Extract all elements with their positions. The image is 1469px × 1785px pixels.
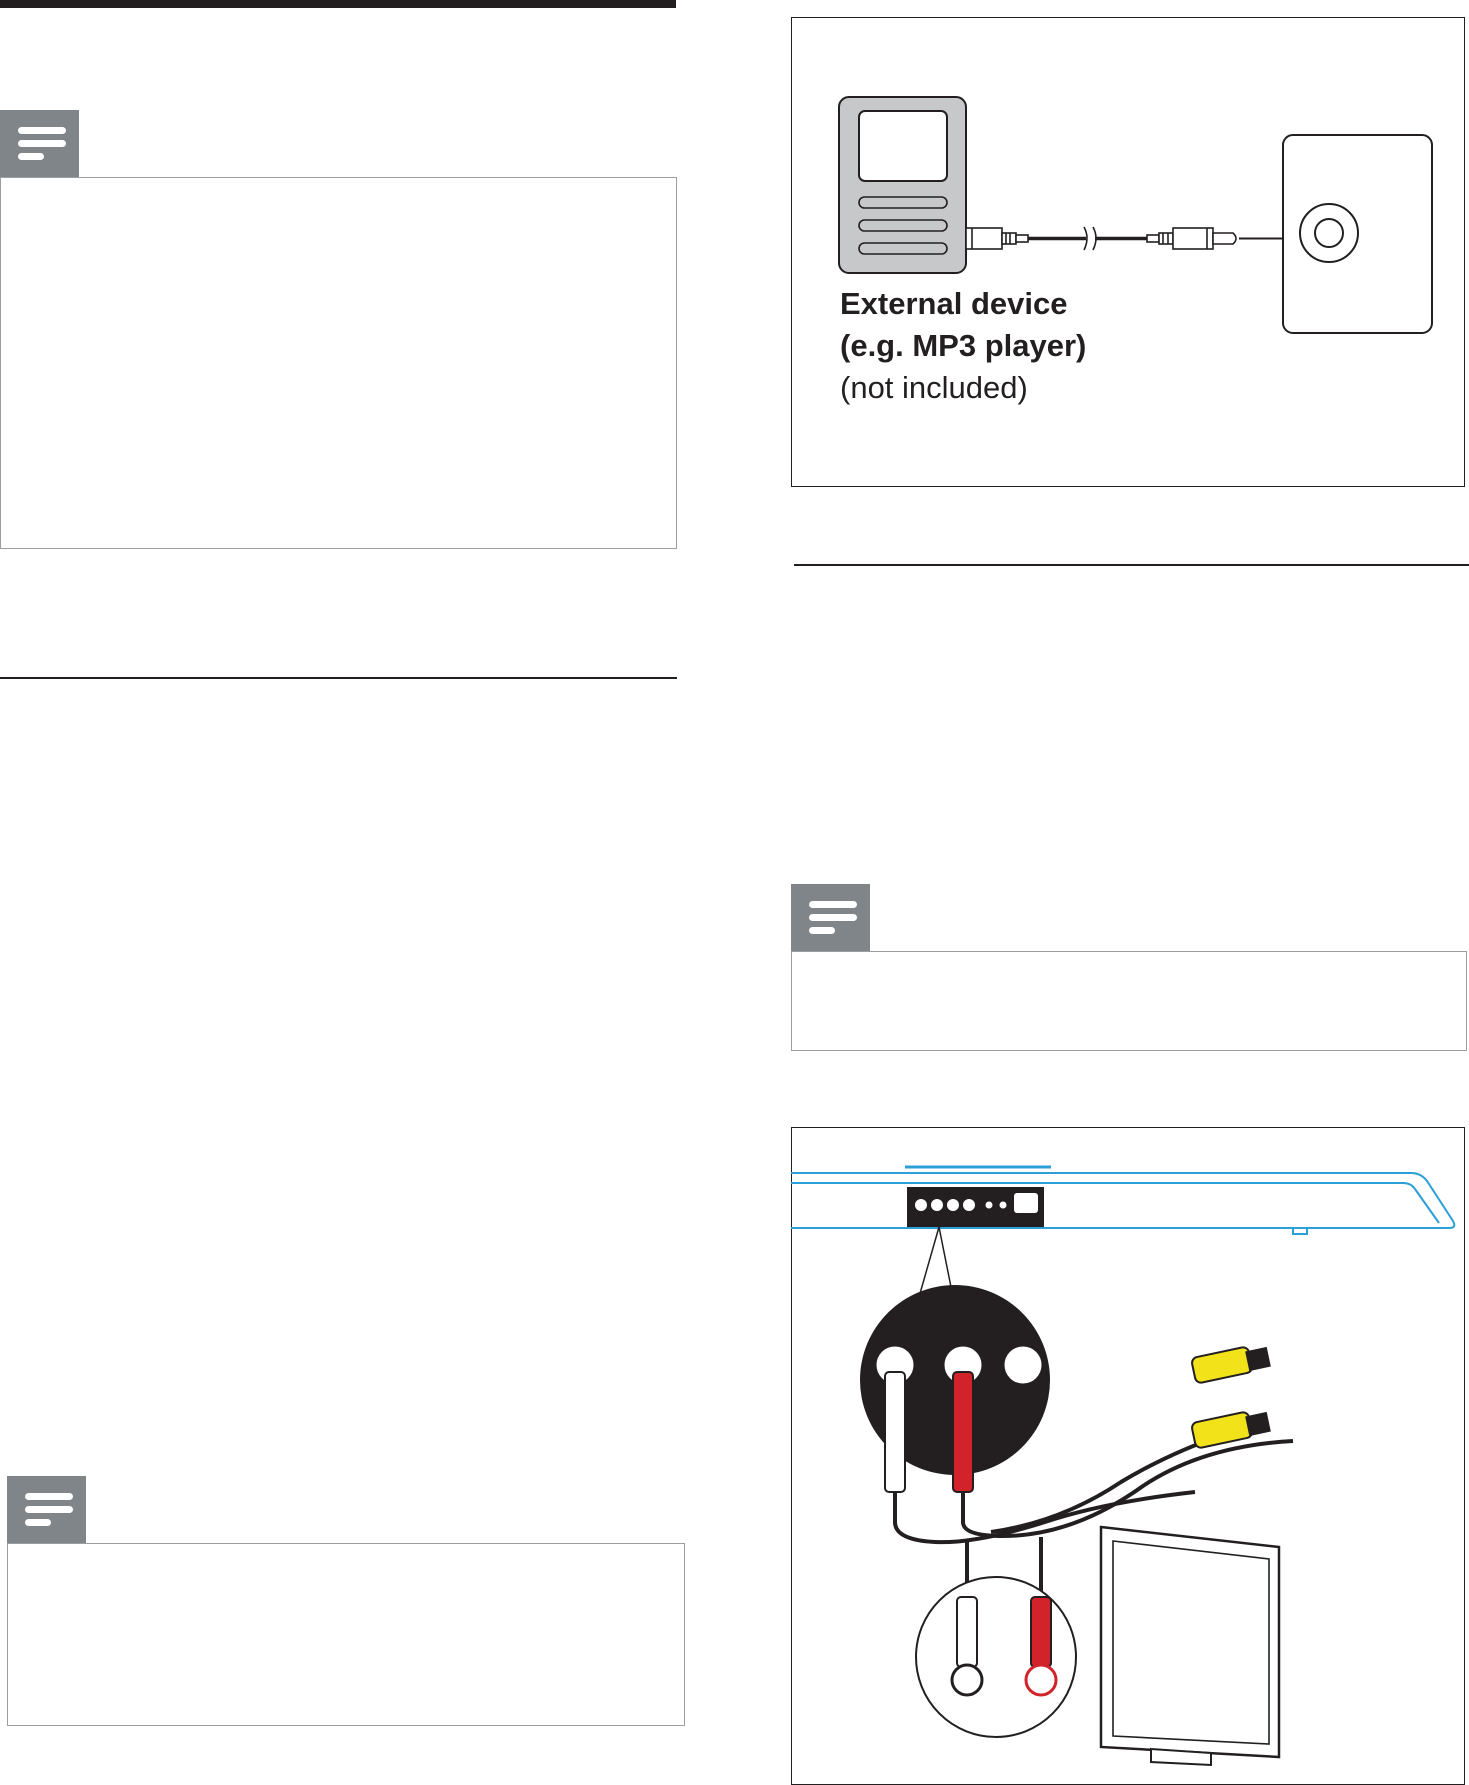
figure-label-line3: (not included) bbox=[840, 370, 1028, 405]
note-box bbox=[0, 177, 677, 549]
figure-label-line1: External device bbox=[840, 286, 1068, 321]
note-icon bbox=[7, 1476, 86, 1544]
audio-jack-icon bbox=[1283, 135, 1432, 333]
note-box bbox=[791, 951, 1467, 1051]
note-icon bbox=[0, 110, 79, 178]
audio-cable bbox=[966, 227, 1236, 250]
note-icon bbox=[791, 884, 870, 952]
soundbar-panel bbox=[791, 1167, 1454, 1234]
mp3-player-icon bbox=[839, 97, 966, 273]
rear-connector-panel bbox=[907, 1187, 1044, 1227]
tv-icon bbox=[1101, 1527, 1279, 1765]
figure-label-line2: (e.g. MP3 player) bbox=[840, 328, 1087, 363]
section-divider bbox=[794, 564, 1469, 566]
yellow-plugs bbox=[1191, 1346, 1271, 1448]
section-header-bar bbox=[0, 0, 676, 8]
tv-connection-illustration bbox=[791, 1127, 1465, 1783]
tv-input-plugs bbox=[916, 1537, 1076, 1737]
note-box bbox=[7, 1543, 685, 1726]
external-device-illustration bbox=[791, 17, 1465, 487]
section-divider bbox=[0, 677, 677, 679]
